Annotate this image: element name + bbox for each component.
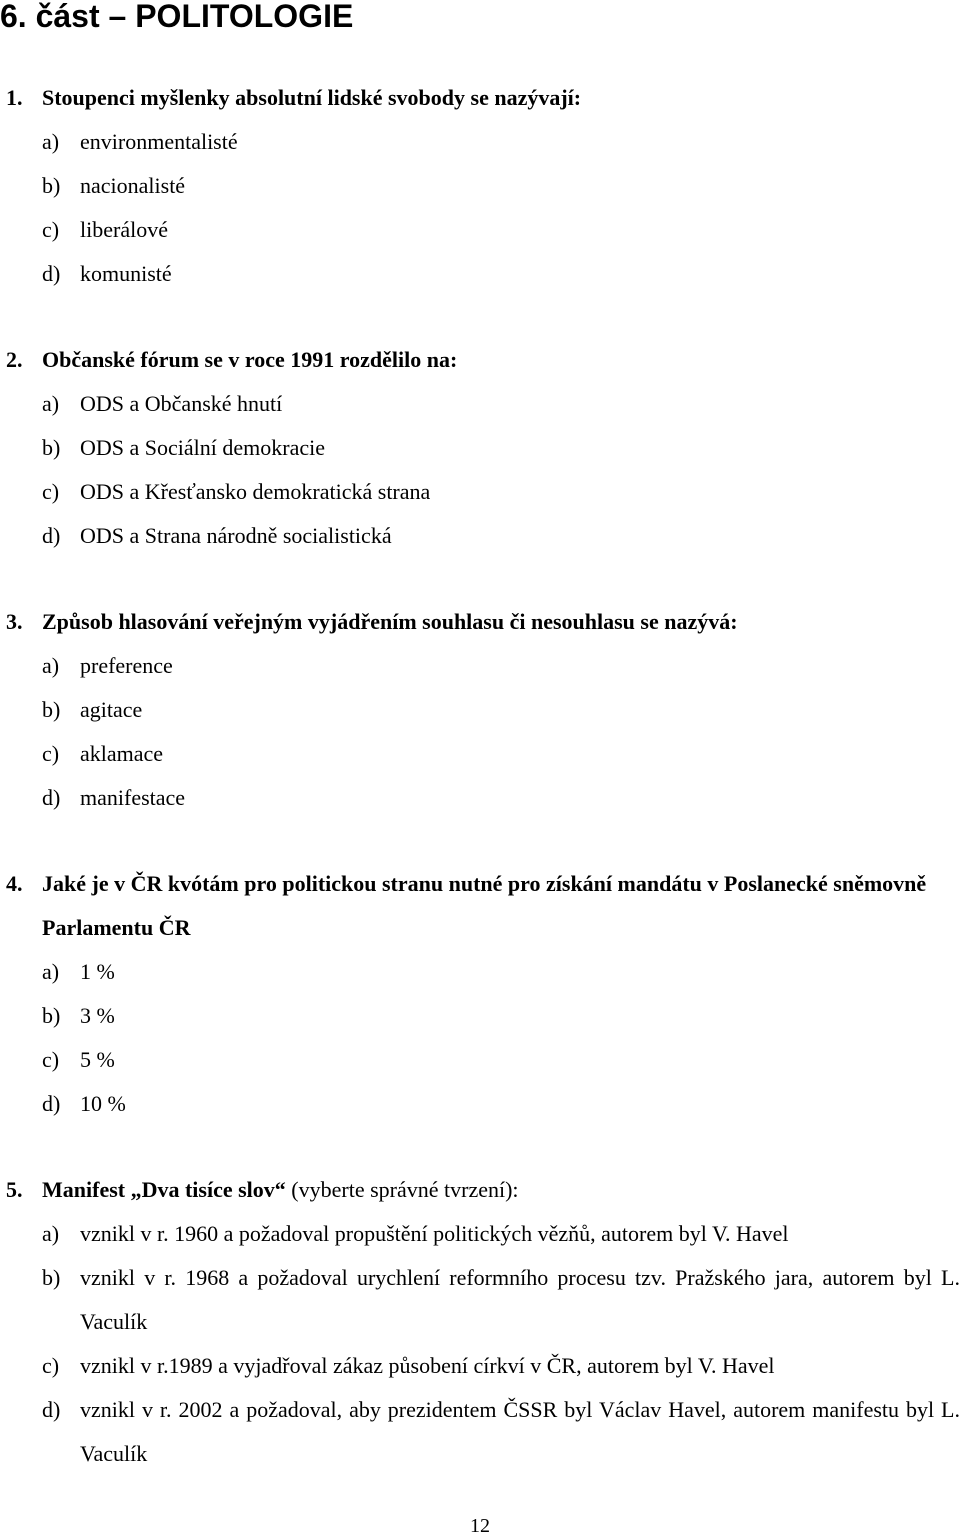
question-text: Občanské fórum se v roce 1991 rozdělilo na: bbox=[42, 347, 458, 372]
option-text: vznikl v r.1989 a vyjadřoval zákaz působení církví v ČR, autorem byl V. Havel bbox=[80, 1353, 775, 1378]
option-c bbox=[0, 1038, 960, 1082]
option-text: komunisté bbox=[80, 261, 172, 286]
option-letter: a) bbox=[42, 1221, 60, 1246]
question-text-bold: Manifest „Dva tisíce slov“ bbox=[42, 1177, 286, 1202]
option-a bbox=[0, 120, 960, 164]
option-text: 5 % bbox=[80, 1047, 115, 1072]
option-b bbox=[0, 688, 960, 732]
option-letter: b) bbox=[42, 173, 61, 198]
option-text: 1 % bbox=[80, 959, 115, 984]
option-text: 10 % bbox=[80, 1091, 126, 1116]
option-text: aklamace bbox=[80, 741, 164, 766]
option-d bbox=[0, 1082, 960, 1126]
option-d bbox=[0, 252, 960, 296]
question-number: 5. bbox=[6, 1177, 23, 1202]
question-2 bbox=[0, 338, 960, 558]
option-letter: d) bbox=[42, 523, 61, 548]
option-letter: a) bbox=[42, 653, 60, 678]
option-letter: c) bbox=[42, 741, 60, 766]
option-b bbox=[0, 164, 960, 208]
question-text-rest: (vyberte správné tvrzení): bbox=[285, 1177, 519, 1202]
option-a bbox=[0, 644, 960, 688]
option-text: ODS a Občanské hnutí bbox=[80, 391, 283, 416]
option-text: 3 % bbox=[80, 1003, 115, 1028]
option-d bbox=[0, 514, 960, 558]
option-b bbox=[0, 994, 960, 1038]
option-letter: d) bbox=[42, 785, 61, 810]
option-letter: b) bbox=[42, 697, 61, 722]
option-a bbox=[0, 950, 960, 994]
question-3 bbox=[0, 600, 960, 820]
option-letter: c) bbox=[42, 1353, 60, 1378]
question-5 bbox=[0, 1168, 960, 1476]
option-letter: d) bbox=[42, 1397, 61, 1422]
option-c bbox=[0, 732, 960, 776]
question-text bbox=[42, 1168, 519, 1212]
question-1 bbox=[0, 76, 960, 296]
option-c bbox=[0, 1344, 960, 1388]
option-a bbox=[0, 382, 960, 426]
option-text: nacionalisté bbox=[80, 173, 186, 198]
question-number: 4. bbox=[6, 871, 23, 896]
question-number: 2. bbox=[6, 347, 23, 372]
option-letter: b) bbox=[42, 1265, 61, 1290]
option-text: ODS a Strana národně socialistická bbox=[80, 523, 392, 548]
option-text: preference bbox=[80, 653, 173, 678]
option-text: manifestace bbox=[80, 785, 186, 810]
option-a bbox=[0, 1212, 960, 1256]
page-heading: 6. část – POLITOLOGIE bbox=[0, 0, 354, 34]
option-text: environmentalisté bbox=[80, 129, 238, 154]
option-text: ODS a Křesťansko demokratická strana bbox=[80, 479, 431, 504]
option-b bbox=[0, 426, 960, 470]
question-header bbox=[0, 338, 960, 382]
question-text: Způsob hlasování veřejným vyjádřením souhlasu či nesouhlasu se nazývá: bbox=[42, 609, 738, 634]
option-letter: b) bbox=[42, 435, 61, 460]
option-letter: d) bbox=[42, 1091, 61, 1116]
option-letter: d) bbox=[42, 261, 61, 286]
option-c bbox=[0, 208, 960, 252]
question-number: 1. bbox=[6, 85, 23, 110]
option-text: liberálové bbox=[80, 217, 168, 242]
option-letter: c) bbox=[42, 217, 60, 242]
question-header bbox=[6, 862, 960, 950]
question-header bbox=[0, 600, 960, 644]
option-d bbox=[0, 1388, 960, 1476]
option-text: ODS a Sociální demokracie bbox=[80, 435, 325, 460]
option-letter: c) bbox=[42, 479, 60, 504]
option-text: vznikl v r. 2002 a požadoval, aby prezidentem ČSSR byl Václav Havel, autorem manifestu byl L. Vaculík bbox=[80, 1397, 960, 1466]
option-letter: a) bbox=[42, 391, 60, 416]
option-c bbox=[0, 470, 960, 514]
question-header bbox=[0, 76, 960, 120]
option-d bbox=[0, 776, 960, 820]
question-4 bbox=[0, 862, 960, 1126]
option-letter: b) bbox=[42, 1003, 61, 1028]
option-letter: a) bbox=[42, 959, 60, 984]
option-text: vznikl v r. 1968 a požadoval urychlení reformního procesu tzv. Pražského jara, autorem byl L. Vaculík bbox=[80, 1265, 960, 1334]
question-header bbox=[0, 1168, 960, 1212]
option-letter: c) bbox=[42, 1047, 60, 1072]
option-letter: a) bbox=[42, 129, 60, 154]
option-text: agitace bbox=[80, 697, 143, 722]
question-text: Jaké je v ČR kvótám pro politickou stranu nutné pro získání mandátu v Poslanecké sněmovně Parlamentu ČR bbox=[42, 871, 927, 940]
page-number: 12 bbox=[470, 1515, 490, 1537]
question-number: 3. bbox=[6, 609, 23, 634]
question-text: Stoupenci myšlenky absolutní lidské svobody se nazývají: bbox=[42, 85, 582, 110]
option-text: vznikl v r. 1960 a požadoval propuštění politických vězňů, autorem byl V. Havel bbox=[80, 1221, 789, 1246]
option-b bbox=[0, 1256, 960, 1344]
